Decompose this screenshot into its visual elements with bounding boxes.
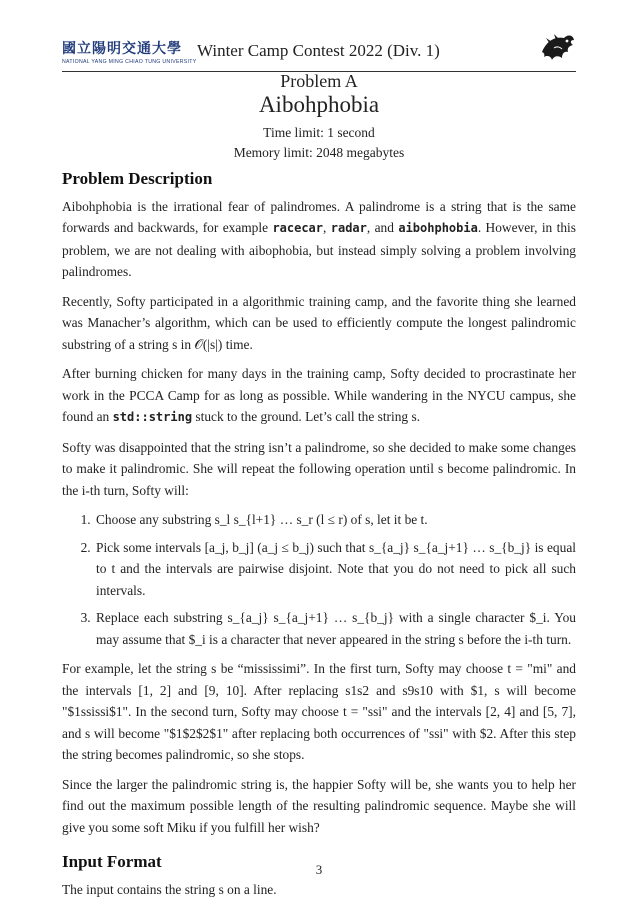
intro-text-d: . However, in this problem, we are not dealing with aibophobia, but instead simply solving a problem involving palindromes. xyxy=(62,220,576,279)
procrastinate-text-a: After burning chicken for many days in the training camp, Softy decided to procrastinate her work in the PCCA Camp for as long as possible. While wandering in the NYCU campus, she found an xyxy=(62,366,576,424)
paragraph-intro xyxy=(62,196,576,283)
logo-cjk-text: 國立陽明交通大學 xyxy=(62,41,182,57)
step-item: 1. Choose any substring s_l s_{l+1} … s_r (l ≤ r) of s, let it be t. xyxy=(94,509,576,531)
description-heading: Problem Description xyxy=(62,169,213,188)
page-header xyxy=(62,38,576,72)
input-heading: Input Format xyxy=(62,852,162,871)
operation-steps xyxy=(62,509,576,650)
step-item: 3. Replace each substring s_{a_j} s_{a_j+1} … s_{b_j} with a single character $_i. You may assume that $_i is a character that never appeared in the string s before the i-th turn. xyxy=(94,607,576,650)
problem-label: Problem A xyxy=(280,71,358,91)
time-limit: Time limit: 1 second xyxy=(263,125,375,140)
university-logo xyxy=(62,38,197,65)
example-radar: radar xyxy=(330,221,367,235)
paragraph-example: For example, let the string s be “mississimi”. In the first turn, Softy may choose t = "mi" and the intervals [1, 2] and [9, 10]. After replacing s1s2 and s9s10 with $1, s will become "$1ssissi$1". In the second turn, Softy may choose t = "ssi" and the intervals [2, 4] and [5, 7], and s will become "$1$2$2$1" after replacing both occurrences of "ssi" with $2. After this step the string becomes palindromic, so she stops. xyxy=(62,661,576,762)
paragraph-operation: Softy was disappointed that the string isn’t a palindrome, so she decided to make some changes to make it palindromic. She will repeat the following operation until s become palindromic. In the i-th turn, Softy will: xyxy=(62,439,576,498)
paragraph-manacher: Recently, Softy participated in a algorithmic training camp, and the favorite thing she learned was Manacher’s algorithm, which can be used to efficiently compute the longest palindromic substring of a string s in 𝒪(|s|) time. xyxy=(62,293,576,352)
page-number: 3 xyxy=(315,862,323,877)
paragraph-goal: Since the larger the palindromic string is, the happier Softy will be, she wants you to help her find out the maximum possible length of the resulting palindromic sequence. Maybe she will give you some soft Miku if you fulfill her wish? xyxy=(62,776,576,835)
contest-title: Winter Camp Contest 2022 (Div. 1) xyxy=(197,41,440,60)
dragon-mascot-icon xyxy=(540,32,576,68)
intro-text-c: , and xyxy=(366,220,399,235)
intro-text-a: Aibohphobia is the irrational fear of palindromes. A palindrome is a string that is the same forwards and backwards, for example xyxy=(62,198,576,235)
problem-name: Aibohphobia xyxy=(258,92,380,117)
example-aibohphobia: aibohphobia xyxy=(398,221,478,235)
intro-text-b: , xyxy=(323,220,331,235)
memory-limit: Memory limit: 2048 megabytes xyxy=(233,145,405,160)
paragraph-input: The input contains the string s on a line. xyxy=(62,881,277,897)
step-item: 2. Pick some intervals [a_j, b_j] (a_j ≤ b_j) such that s_{a_j} s_{a_j+1} … s_{b_j} is equal to t and the intervals are pairwise disjoint. Note that you do not need to pick all such intervals. xyxy=(94,537,576,602)
problem-statement xyxy=(62,168,576,908)
logo-en-text: NATIONAL YANG MING CHIAO TUNG UNIVERSITY xyxy=(62,59,197,65)
std-string-code: std::string xyxy=(112,410,193,424)
example-racecar: racecar xyxy=(272,221,324,235)
procrastinate-text-b: stuck to the ground. Let’s call the string s. xyxy=(192,409,421,424)
paragraph-procrastinate xyxy=(62,363,576,429)
